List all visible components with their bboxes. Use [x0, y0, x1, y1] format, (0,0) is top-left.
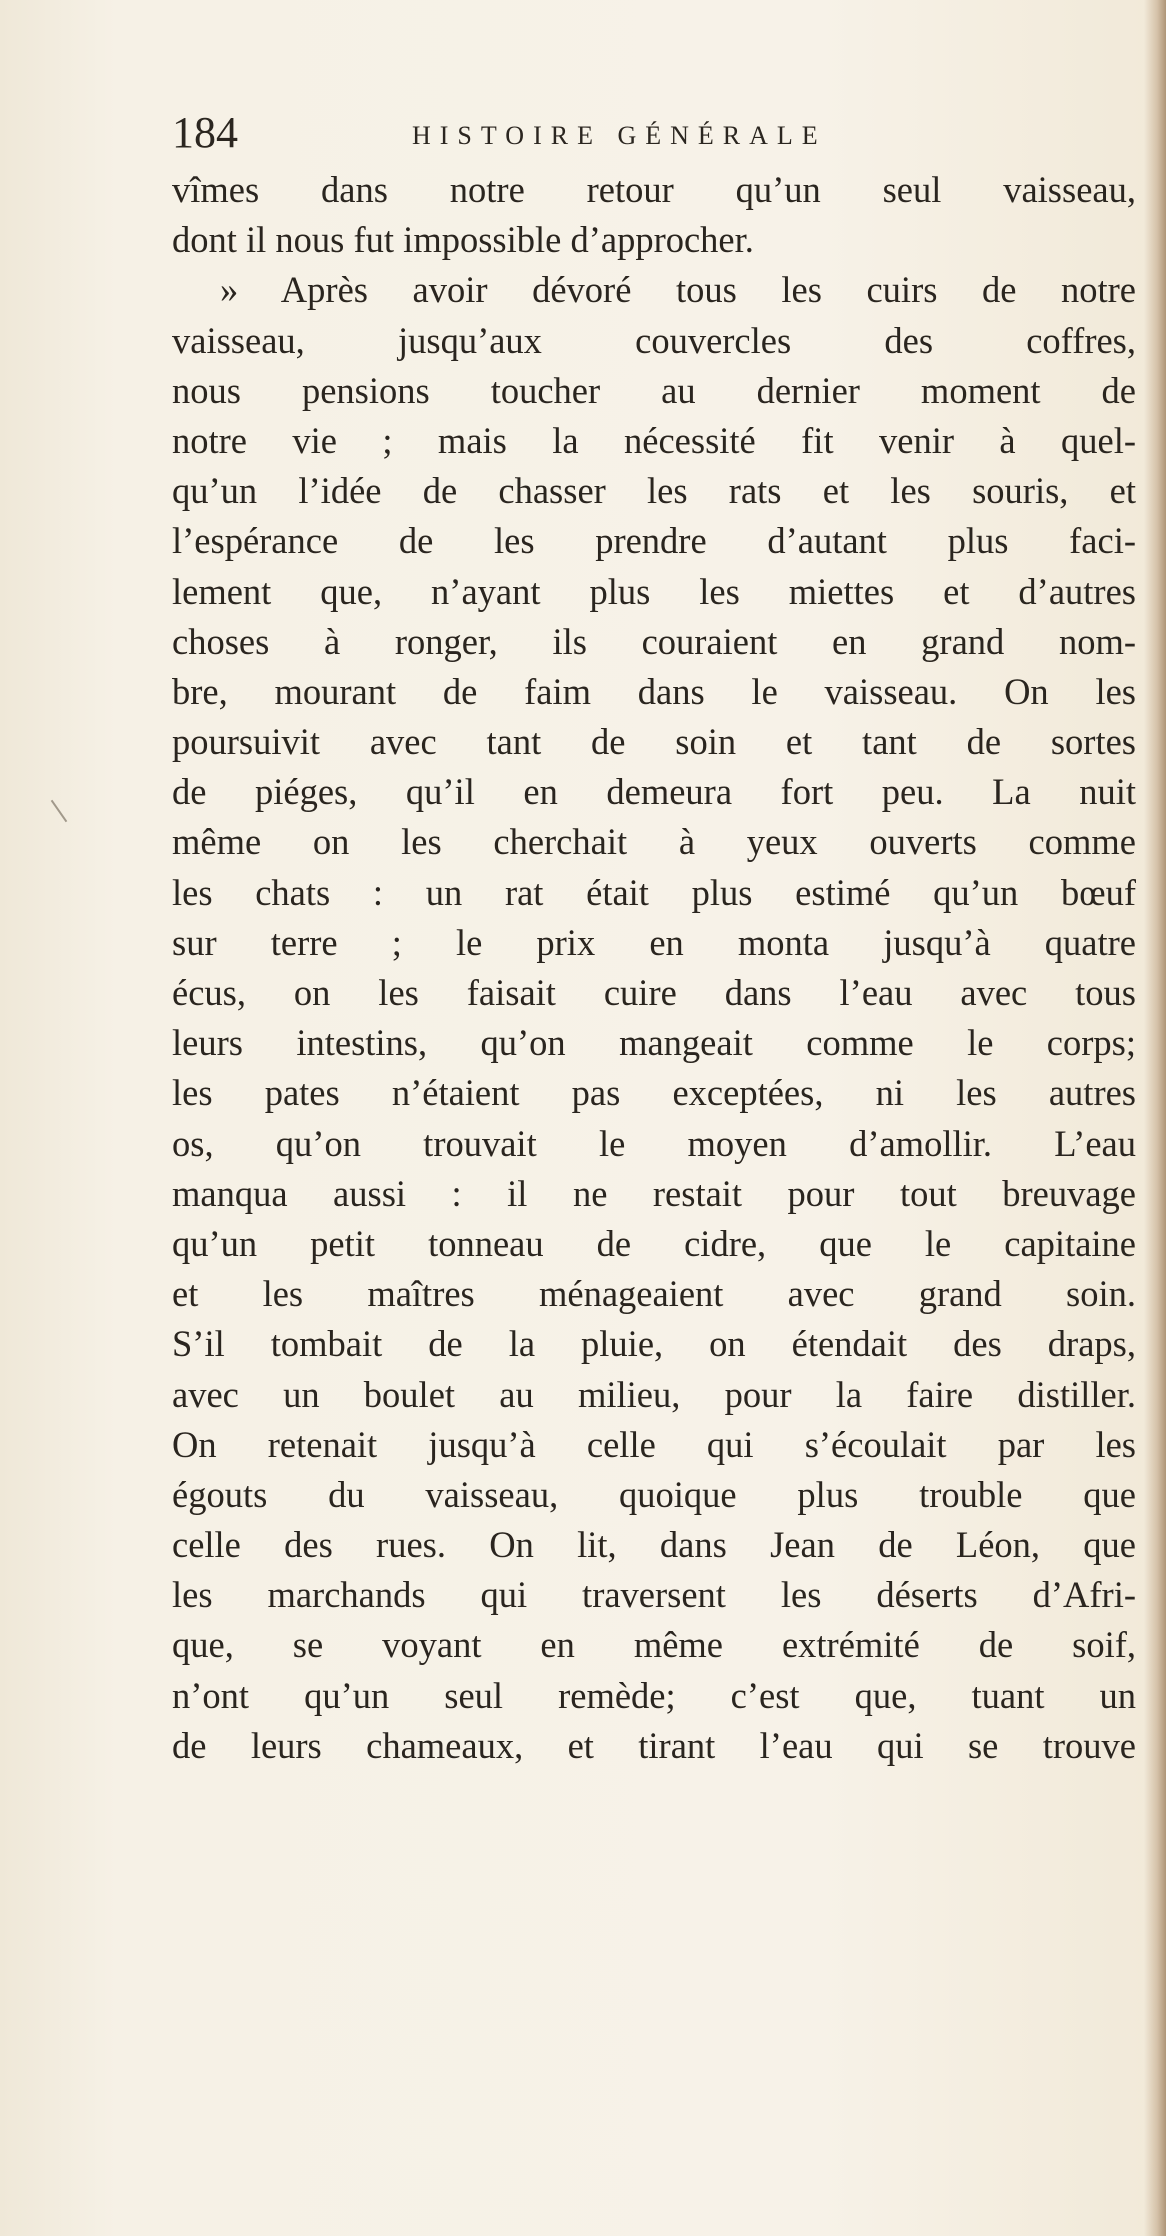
text-line: nous pensions toucher au dernier moment de [172, 369, 1136, 411]
text-line: l’espérance de les prendre d’autant plus faci- [172, 520, 1136, 562]
text-line: S’il tombait de la pluie, on étendait des draps, [172, 1323, 1136, 1365]
text-line: vîmes dans notre retour qu’un seul vaisseau, [172, 169, 1136, 210]
text-line: os, qu’on trouvait le moyen d’amollir. L’eau [172, 1122, 1136, 1164]
text-line: les marchands qui traversent les déserts d’Afri- [172, 1574, 1136, 1616]
text-line: n’ont qu’un seul remède; c’est que, tuant un [172, 1674, 1136, 1716]
text-line: poursuivit avec tant de soin et tant de sortes [172, 721, 1136, 763]
text-line: de leurs chameaux, et tirant l’eau qui se trouve [172, 1724, 1136, 1766]
text-line: qu’un l’idée de chasser les rats et les souris, et [172, 470, 1136, 512]
text-line: celle des rues. On lit, dans Jean de Léon, que [172, 1524, 1136, 1566]
text-line: qu’un petit tonneau de cidre, que le capitaine [172, 1222, 1136, 1264]
text-line: et les maîtres ménageaient avec grand soin. [172, 1273, 1136, 1315]
text-line: lement que, n’ayant plus les miettes et d’autres [172, 570, 1136, 612]
page-edge-shadow [1144, 0, 1166, 2236]
text-line: On retenait jusqu’à celle qui s’écoulait par les [172, 1423, 1136, 1465]
text-line: bre, mourant de faim dans le vaisseau. On les [172, 670, 1136, 712]
text-line: leurs intestins, qu’on mangeait comme le corps; [172, 1022, 1136, 1064]
text-line: de piéges, qu’il en demeura fort peu. La nuit [172, 771, 1136, 813]
text-line: égouts du vaisseau, quoique plus trouble que [172, 1473, 1136, 1515]
text-line: écus, on les faisait cuire dans l’eau avec tous [172, 972, 1136, 1013]
text-line: que, se voyant en même extrémité de soif, [172, 1624, 1136, 1666]
text-line: manqua aussi : il ne restait pour tout breuvage [172, 1172, 1136, 1214]
text-line: sur terre ; le prix en monta jusqu’à quatre [172, 921, 1136, 963]
text-line: les pates n’étaient pas exceptées, ni les autres [172, 1072, 1136, 1114]
body-text [172, 165, 1136, 1771]
text-line: même on les cherchait à yeux ouverts comme [172, 821, 1136, 863]
text-line: » Après avoir dévoré tous les cuirs de notre [220, 269, 1136, 311]
text-line: vaisseau, jusqu’aux couvercles des coffres, [172, 319, 1136, 361]
text-line: choses à ronger, ils couraient en grand nom- [172, 620, 1136, 662]
text-line: avec un boulet au milieu, pour la faire distiller. [172, 1373, 1136, 1415]
page-number: 184 [172, 108, 238, 157]
running-title: HISTOIRE GÉNÉRALE [412, 121, 827, 150]
text-line: les chats : un rat était plus estimé qu’un bœuf [172, 871, 1136, 913]
running-head [172, 108, 1072, 158]
text-line: dont il nous fut impossible d’approcher. [172, 219, 754, 261]
text-line: notre vie ; mais la nécessité fit venir à quel- [172, 419, 1136, 461]
margin-mark [51, 800, 68, 822]
